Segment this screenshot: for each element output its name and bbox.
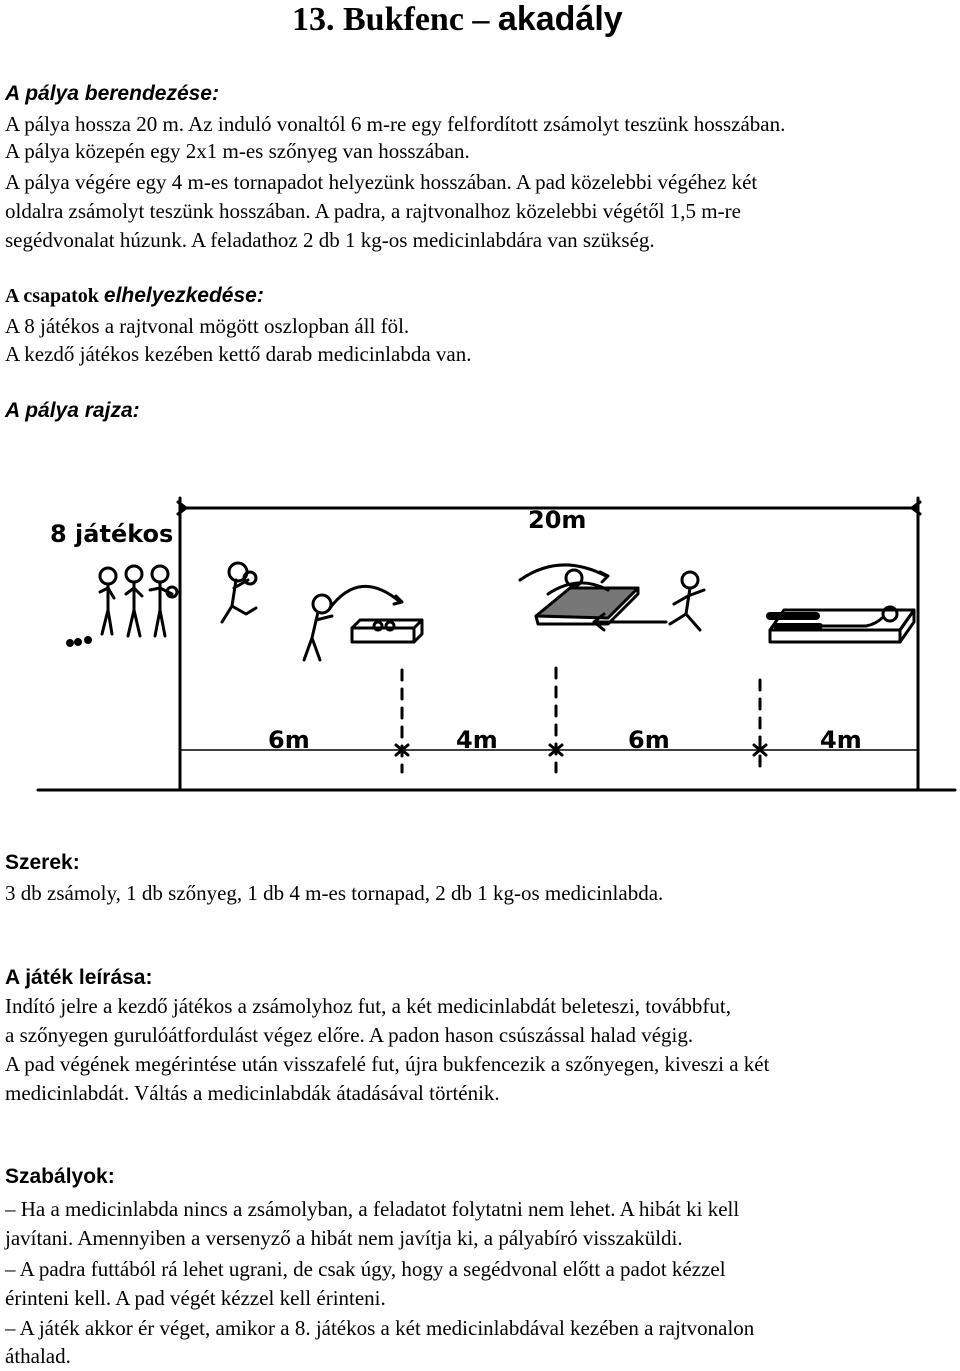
csapatok-line-2: A kezdő játékos kezében kettő darab medicinlabda van. <box>5 342 472 366</box>
szabalyok-line-3: – A padra futtából rá lehet ugrani, de csak úgy, hogy a segédvonal előtt a padot kézzel <box>5 1257 726 1281</box>
label-seg-4m-b: 4m <box>820 726 862 754</box>
section-heading-szerek: Szerek: <box>5 851 80 874</box>
mat-somersault-icon <box>520 565 638 624</box>
leiras-line-1: Indító jelre a kezdő játékos a zsámolyhoz fut, a két medicinlabdát beleteszi, továbbfut, <box>5 994 731 1018</box>
csapatok-heading-part1: A csapatok <box>5 285 104 307</box>
berendezes-line-3: A pálya végére egy 4 m-es tornapadot helyezünk hosszában. A pad közelebbi végéhez két <box>5 170 758 194</box>
berendezes-line-4: oldalra zsámolyt teszünk hosszában. A padra, a rajtvonalhoz közelebbi végétől 1,5 m-re <box>5 199 741 223</box>
section-heading-szabalyok: Szabályok: <box>5 1165 115 1188</box>
player-placing-balls-icon <box>304 595 332 660</box>
label-20m: 20m <box>528 506 587 534</box>
label-8-players: 8 játékos <box>50 520 174 548</box>
court-diagram <box>0 480 960 810</box>
szerek-line: 3 db zsámoly, 1 db szőnyeg, 1 db 4 m-es tornapad, 2 db 1 kg-os medicinlabda. <box>5 881 664 905</box>
szabalyok-line-1: – Ha a medicinlabda nincs a zsámolyban, a feladatot folytatni nem lehet. A hibát ki kell <box>5 1197 740 1221</box>
berendezes-line-2: A pálya közepén egy 2x1 m-es szőnyeg van hosszában. <box>5 139 470 163</box>
label-seg-4m-a: 4m <box>456 726 498 754</box>
returning-runner-icon <box>670 572 704 630</box>
leiras-line-3: A pad végének megérintése után visszafelé fut, újra bukfencezik a szőnyegen, kiveszi a két <box>5 1052 770 1076</box>
zsamoly-box-icon <box>352 620 422 642</box>
page-title <box>292 0 623 39</box>
section-heading-rajz: A pálya rajza: <box>5 399 140 422</box>
throw-arc <box>330 586 400 608</box>
label-seg-6m-a: 6m <box>268 726 310 754</box>
title-word: akadály <box>497 0 623 38</box>
csapatok-line-1: A 8 játékos a rajtvonal mögött oszlopban áll föl. <box>5 314 410 338</box>
section-heading-csapatok <box>5 284 264 308</box>
berendezes-line-5: segédvonalat húzunk. A feladathoz 2 db 1 kg-os medicinlabdára van szükség. <box>5 228 655 252</box>
berendezes-line-1: A pálya hossza 20 m. Az induló vonaltól 6 m-re egy felfordított zsámolyt teszünk hosszában. <box>5 112 786 136</box>
csapatok-heading-part2: elhelyezkedése: <box>103 284 264 307</box>
title-number: 13. Bukfenc – <box>292 1 498 38</box>
leiras-line-4: medicinlabdát. Váltás a medicinlabdák átadásával történik. <box>5 1081 500 1105</box>
section-heading-berendezes: A pálya berendezése: <box>5 82 219 105</box>
szabalyok-line-4: érinteni kell. A pad végét kézzel kell érinteni. <box>5 1286 386 1310</box>
leiras-line-2: a szőnyegen gurulóátfordulást végez előre. A padon hason csúszással halad végig. <box>5 1023 694 1047</box>
section-heading-leiras: A játék leírása: <box>5 966 153 989</box>
waiting-players-icon <box>68 566 178 646</box>
bench-tornapad-icon <box>770 607 914 642</box>
runner-with-balls-icon <box>222 563 256 622</box>
szabalyok-line-6: áthalad. <box>5 1344 71 1368</box>
szabalyok-line-2: javítani. Amennyiben a versenyző a hibát nem javítja ki, a pályabíró visszaküldi. <box>5 1226 683 1250</box>
label-seg-6m-b: 6m <box>628 726 670 754</box>
szabalyok-line-5: – A játék akkor ér véget, amikor a 8. játékos a két medicinlabdával kezében a rajtvonalon <box>5 1316 755 1340</box>
